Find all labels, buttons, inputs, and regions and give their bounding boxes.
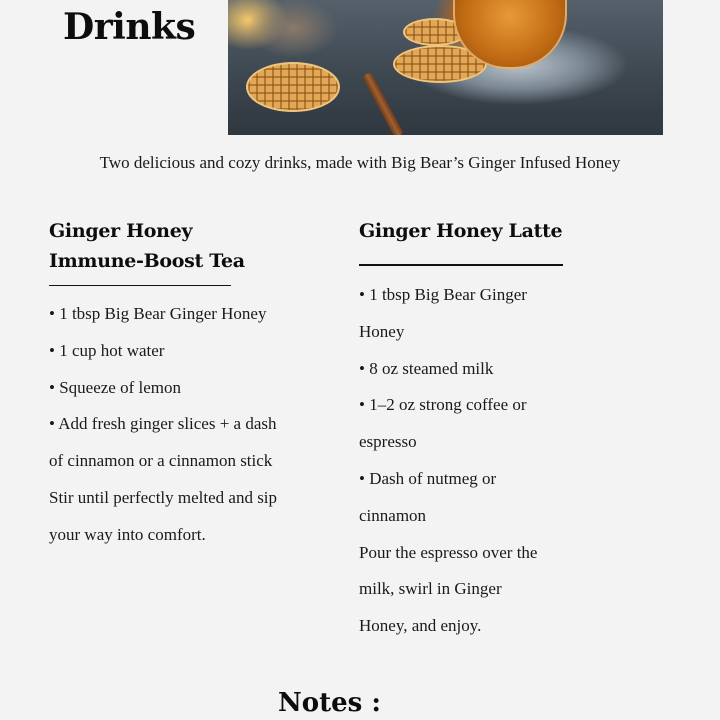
recipe-line: • Add fresh ginger slices + a dash — [49, 414, 277, 434]
recipe-ginger-honey-latte — [359, 216, 589, 645]
recipe-lines — [359, 277, 589, 645]
recipe-line: • Dash of nutmeg or — [359, 468, 497, 488]
recipe-line: • 1–2 oz strong coffee or — [359, 395, 527, 415]
recipe-line: • 1 tbsp Big Bear Ginger Honey — [49, 304, 267, 323]
recipe-line: • 8 oz steamed milk — [359, 358, 494, 378]
notes-heading: Notes : — [278, 688, 381, 718]
recipe-line: milk, swirl in Ginger — [359, 579, 502, 599]
recipe-immune-boost-tea — [49, 216, 319, 554]
cinnamon-stick-graphic — [362, 72, 404, 135]
recipe-line: • 1 tbsp Big Bear Ginger — [359, 285, 527, 304]
recipe-line: espresso — [359, 432, 417, 452]
page-subtitle: Two delicious and cozy drinks, made with Big Bear’s Ginger Infused Honey — [99, 153, 621, 172]
page-title: Drinks — [63, 6, 196, 48]
recipe-lines — [49, 296, 319, 554]
recipe-line: • 1 cup hot water — [49, 340, 165, 360]
recipe-line: your way into comfort. — [49, 524, 206, 544]
title-divider — [359, 264, 563, 266]
recipe-title: Ginger Honey Immune-Boost Tea — [49, 220, 245, 272]
recipe-line: Stir until perfectly melted and sip — [49, 487, 278, 507]
recipe-line: Honey — [359, 321, 405, 341]
recipe-line: cinnamon — [359, 505, 427, 525]
hero-image — [228, 0, 663, 135]
title-divider — [49, 285, 231, 286]
recipe-line: Pour the espresso over the — [359, 542, 538, 562]
waffle-cookie-graphic — [246, 62, 340, 112]
recipe-title: Ginger Honey Latte — [359, 220, 563, 242]
recipe-line: Honey, and enjoy. — [359, 616, 482, 636]
recipe-line: • Squeeze of lemon — [49, 377, 181, 397]
recipe-line: of cinnamon or a cinnamon stick — [49, 451, 273, 471]
